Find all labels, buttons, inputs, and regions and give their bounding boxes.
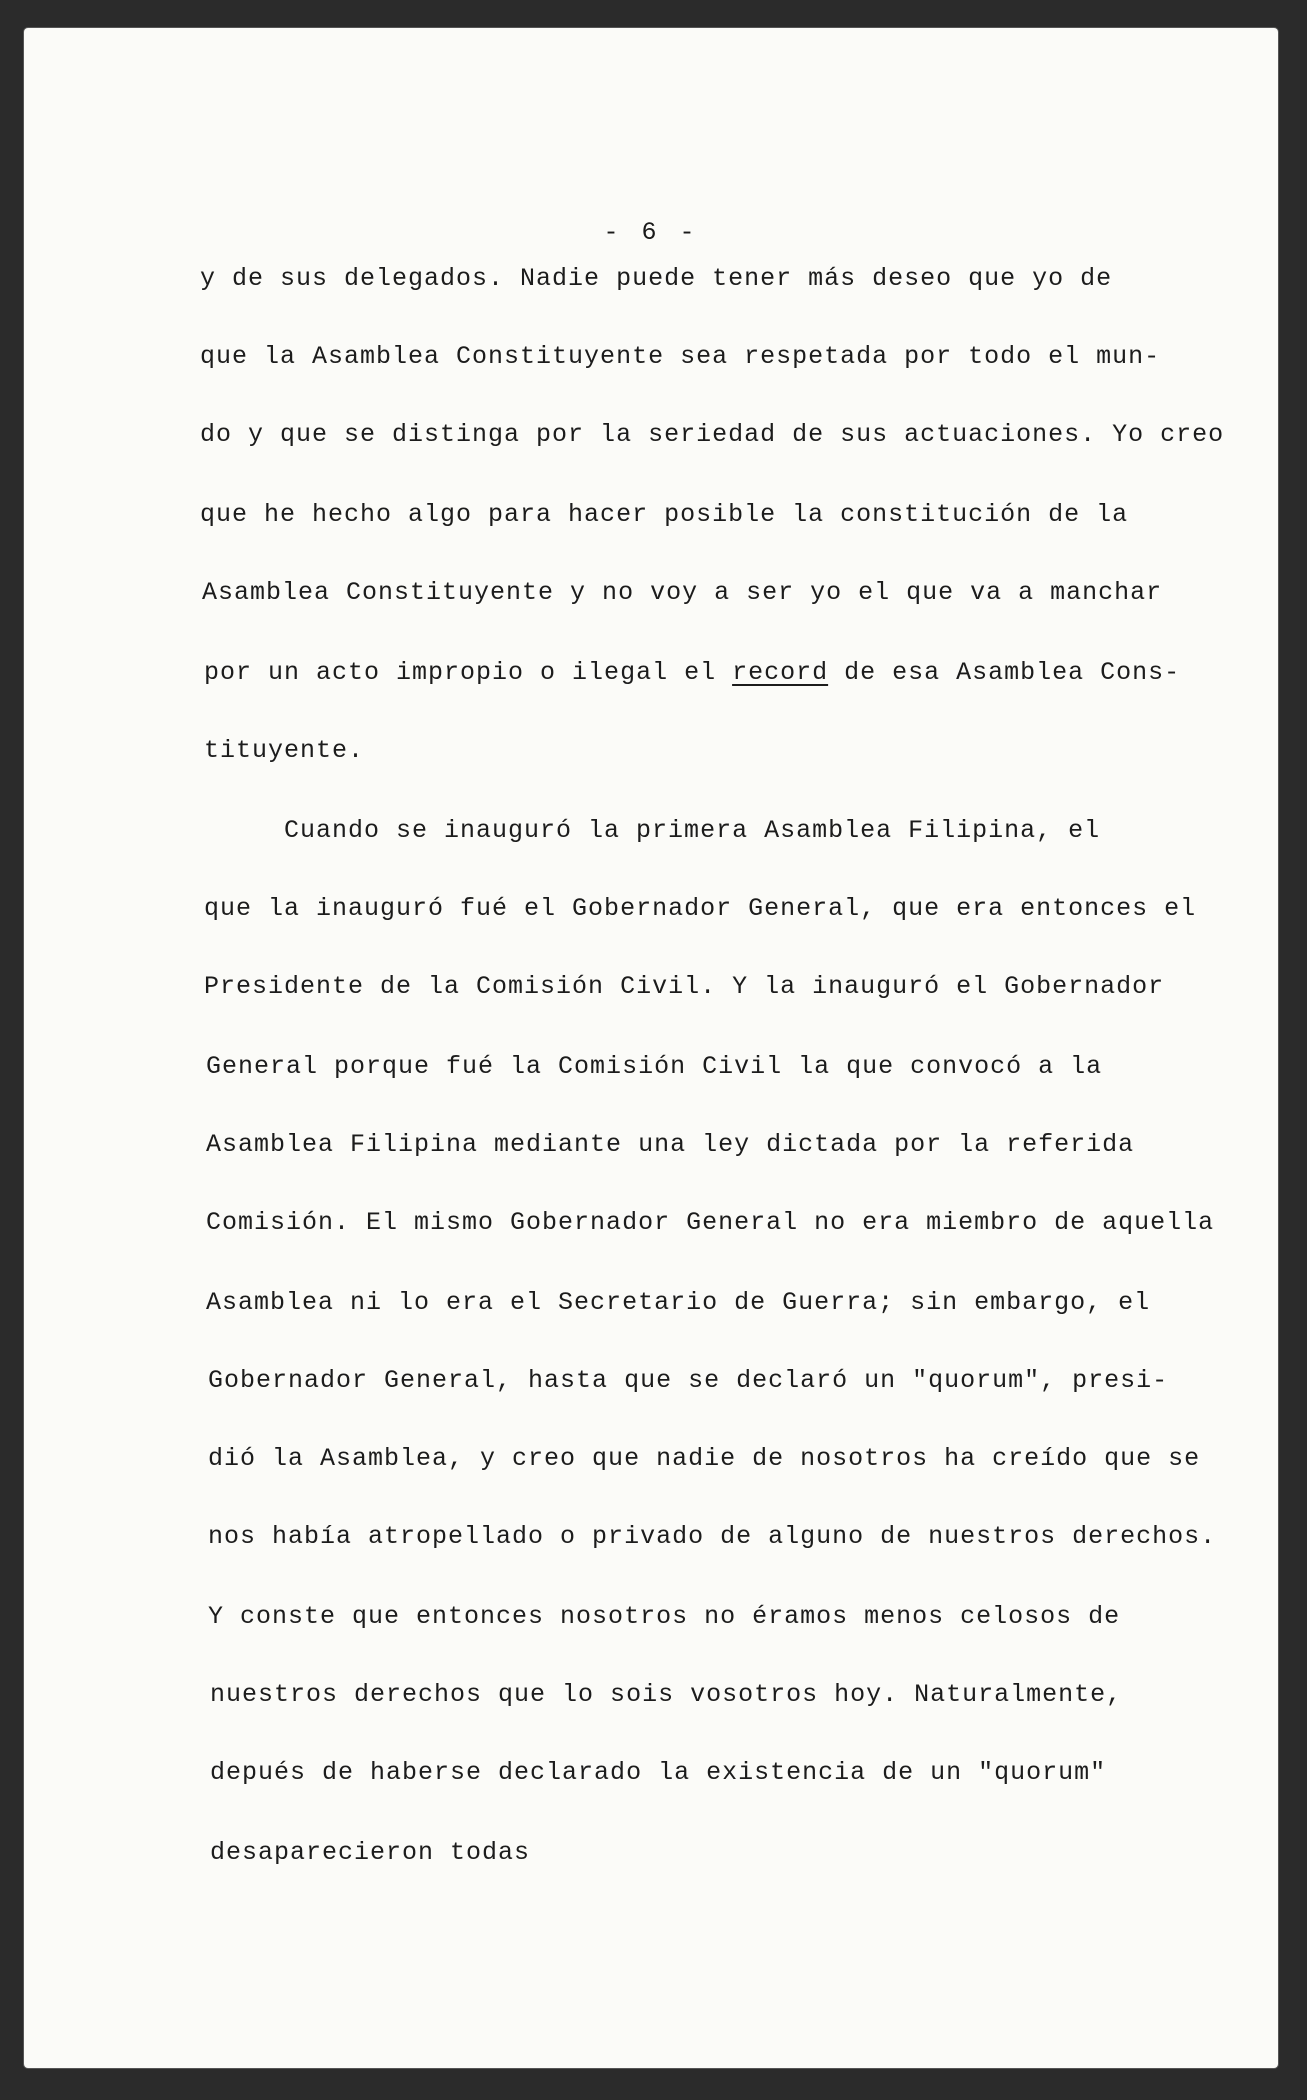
- underlined-word: record: [732, 658, 829, 687]
- text-segment: de esa Asamblea Cons-: [844, 658, 1181, 687]
- text-line: Asamblea Filipina mediante una ley dictada por la referida: [206, 1130, 1135, 1159]
- document-page: [24, 28, 1278, 2068]
- text-line: que he hecho algo para hacer posible la constitución de la: [200, 500, 1129, 529]
- text-segment: por un acto impropio o ilegal el: [204, 658, 717, 687]
- text-line: do y que se distinga por la seriedad de sus actuaciones. Yo creo: [200, 420, 1225, 449]
- text-line: Comisión. El mismo Gobernador General no era miembro de aquella: [206, 1208, 1215, 1237]
- text-line: dió la Asamblea, y creo que nadie de nosotros ha creído que se: [208, 1444, 1201, 1473]
- text-line: que la inauguró fué el Gobernador General, que era entonces el: [204, 894, 1197, 923]
- text-line: Asamblea ni lo era el Secretario de Guerra; sin embargo, el: [206, 1288, 1151, 1317]
- text-line: Y conste que entonces nosotros no éramos menos celosos de: [208, 1602, 1121, 1631]
- text-line: depués de haberse declarado la existencia de un "quorum": [210, 1758, 1107, 1787]
- text-line: nos había atropellado o privado de alguno de nuestros derechos.: [208, 1522, 1217, 1551]
- page-number: - 6 -: [603, 218, 699, 247]
- text-line: Asamblea Constituyente y no voy a ser yo el que va a manchar: [202, 578, 1163, 607]
- text-line: [204, 658, 1180, 687]
- text-line: nuestros derechos que lo sois vosotros hoy. Naturalmente,: [210, 1680, 1123, 1709]
- text-line: tituyente.: [204, 736, 365, 765]
- text-line: General porque fué la Comisión Civil la que convocó a la: [206, 1052, 1103, 1081]
- text-line: desaparecieron todas: [210, 1838, 531, 1867]
- text-line: Gobernador General, hasta que se declaró un "quorum", presi-: [208, 1366, 1169, 1395]
- text-line: y de sus delegados. Nadie puede tener más deseo que yo de: [200, 264, 1113, 293]
- text-line: Cuando se inauguró la primera Asamblea Filipina, el: [284, 816, 1101, 845]
- text-line: que la Asamblea Constituyente sea respetada por todo el mun-: [200, 342, 1161, 371]
- text-line: Presidente de la Comisión Civil. Y la inauguró el Gobernador: [204, 972, 1165, 1001]
